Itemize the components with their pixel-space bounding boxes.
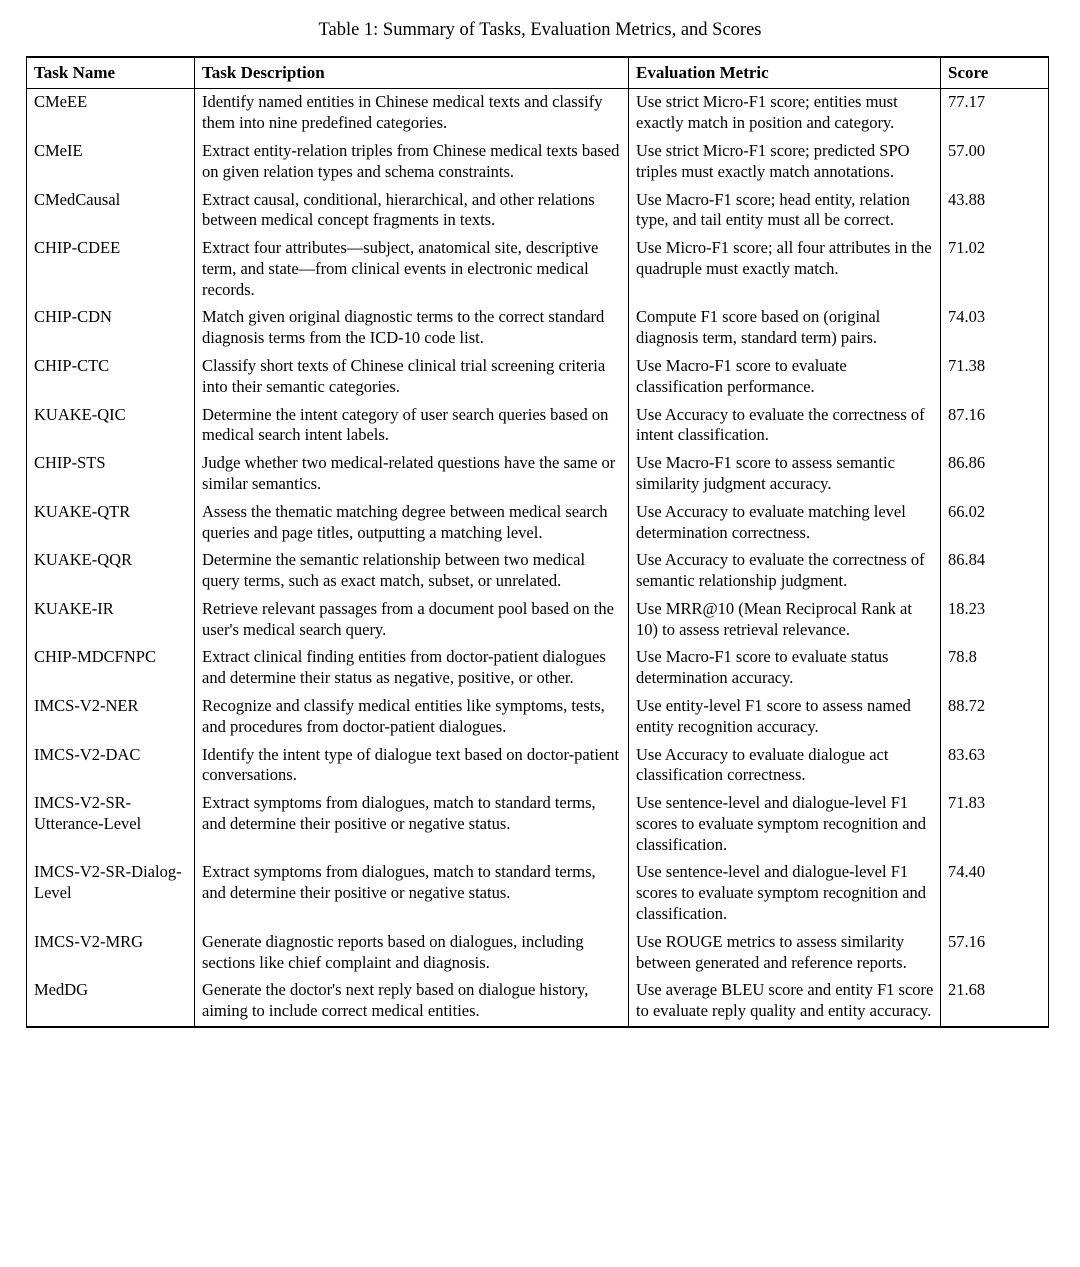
table-row — [27, 547, 1049, 596]
cell-task-description: Judge whether two medical-related questions have the same or similar semantics. — [195, 450, 629, 499]
summary-table — [26, 56, 1049, 1028]
cell-task-description: Retrieve relevant passages from a document pool based on the user's medical search query. — [195, 596, 629, 645]
cell-evaluation-metric: Use Macro-F1 score to assess semantic similarity judgment accuracy. — [629, 450, 941, 499]
cell-task-name: IMCS-V2-MRG — [27, 929, 195, 978]
cell-score: 78.8 — [941, 644, 1049, 693]
cell-task-description: Determine the semantic relationship between two medical query terms, such as exact match, subset, or unrelated. — [195, 547, 629, 596]
cell-task-name: CHIP-CDN — [27, 304, 195, 353]
cell-task-name: CMeIE — [27, 138, 195, 187]
cell-task-description: Determine the intent category of user search queries based on medical search intent labels. — [195, 402, 629, 451]
table-row — [27, 402, 1049, 451]
cell-task-description: Match given original diagnostic terms to the correct standard diagnosis terms from the ICD-10 code list. — [195, 304, 629, 353]
cell-evaluation-metric: Use Macro-F1 score to evaluate classification performance. — [629, 353, 941, 402]
cell-score: 86.86 — [941, 450, 1049, 499]
cell-task-description: Classify short texts of Chinese clinical trial screening criteria into their semantic categories. — [195, 353, 629, 402]
cell-score: 57.16 — [941, 929, 1049, 978]
cell-task-description: Generate diagnostic reports based on dialogues, including sections like chief complaint and diagnosis. — [195, 929, 629, 978]
cell-score: 71.38 — [941, 353, 1049, 402]
cell-task-name: KUAKE-QQR — [27, 547, 195, 596]
cell-task-description: Extract entity-relation triples from Chinese medical texts based on given relation types and schema constraints. — [195, 138, 629, 187]
cell-evaluation-metric: Use Accuracy to evaluate the correctness of semantic relationship judgment. — [629, 547, 941, 596]
cell-task-description: Extract symptoms from dialogues, match to standard terms, and determine their positive or negative status. — [195, 790, 629, 859]
cell-evaluation-metric: Use MRR@10 (Mean Reciprocal Rank at 10) to assess retrieval relevance. — [629, 596, 941, 645]
cell-evaluation-metric: Use Macro-F1 score; head entity, relation type, and tail entity must all be correct. — [629, 187, 941, 236]
cell-score: 18.23 — [941, 596, 1049, 645]
cell-task-name: CHIP-CTC — [27, 353, 195, 402]
cell-task-description: Extract clinical finding entities from doctor-patient dialogues and determine their status as negative, positive, or other. — [195, 644, 629, 693]
table-row — [27, 499, 1049, 548]
cell-task-name: IMCS-V2-SR-Utterance-Level — [27, 790, 195, 859]
table-row — [27, 304, 1049, 353]
table-row — [27, 929, 1049, 978]
cell-task-name: IMCS-V2-DAC — [27, 742, 195, 791]
cell-score: 83.63 — [941, 742, 1049, 791]
column-header-task-description: Task Description — [195, 57, 629, 89]
cell-score: 71.83 — [941, 790, 1049, 859]
cell-score: 74.03 — [941, 304, 1049, 353]
table-row — [27, 353, 1049, 402]
cell-evaluation-metric: Compute F1 score based on (original diagnosis term, standard term) pairs. — [629, 304, 941, 353]
table-row — [27, 89, 1049, 138]
table-row — [27, 693, 1049, 742]
table-row — [27, 235, 1049, 304]
cell-score: 57.00 — [941, 138, 1049, 187]
cell-score: 43.88 — [941, 187, 1049, 236]
cell-score: 77.17 — [941, 89, 1049, 138]
column-header-task-name: Task Name — [27, 57, 195, 89]
cell-task-name: KUAKE-QIC — [27, 402, 195, 451]
table-row — [27, 138, 1049, 187]
table-caption: Table 1: Summary of Tasks, Evaluation Metrics, and Scores — [318, 20, 762, 40]
cell-evaluation-metric: Use sentence-level and dialogue-level F1 scores to evaluate symptom recognition and classification. — [629, 790, 941, 859]
cell-score: 71.02 — [941, 235, 1049, 304]
cell-score: 66.02 — [941, 499, 1049, 548]
cell-task-name: CHIP-STS — [27, 450, 195, 499]
table-row — [27, 596, 1049, 645]
table-header-row — [27, 57, 1049, 89]
cell-evaluation-metric: Use entity-level F1 score to assess named entity recognition accuracy. — [629, 693, 941, 742]
cell-task-name: CHIP-MDCFNPC — [27, 644, 195, 693]
cell-task-description: Recognize and classify medical entities like symptoms, tests, and procedures from doctor-patient dialogues. — [195, 693, 629, 742]
cell-task-name: CMedCausal — [27, 187, 195, 236]
cell-task-name: KUAKE-QTR — [27, 499, 195, 548]
table-row — [27, 790, 1049, 859]
cell-score: 21.68 — [941, 977, 1049, 1027]
cell-evaluation-metric: Use sentence-level and dialogue-level F1 scores to evaluate symptom recognition and classification. — [629, 859, 941, 928]
table-header — [27, 57, 1049, 89]
cell-evaluation-metric: Use Accuracy to evaluate dialogue act classification correctness. — [629, 742, 941, 791]
cell-evaluation-metric: Use strict Micro-F1 score; predicted SPO triples must exactly match annotations. — [629, 138, 941, 187]
cell-task-description: Generate the doctor's next reply based on dialogue history, aiming to include correct medical entities. — [195, 977, 629, 1027]
column-header-evaluation-metric: Evaluation Metric — [629, 57, 941, 89]
cell-score: 87.16 — [941, 402, 1049, 451]
cell-task-description: Extract four attributes—subject, anatomical site, descriptive term, and state—from clinical events in electronic medical records. — [195, 235, 629, 304]
cell-task-description: Extract symptoms from dialogues, match to standard terms, and determine their positive or negative status. — [195, 859, 629, 928]
table-row — [27, 450, 1049, 499]
cell-evaluation-metric: Use Accuracy to evaluate matching level determination correctness. — [629, 499, 941, 548]
cell-score: 88.72 — [941, 693, 1049, 742]
cell-task-name: IMCS-V2-NER — [27, 693, 195, 742]
cell-task-name: KUAKE-IR — [27, 596, 195, 645]
cell-task-name: IMCS-V2-SR-Dialog-Level — [27, 859, 195, 928]
cell-evaluation-metric: Use strict Micro-F1 score; entities must exactly match in position and category. — [629, 89, 941, 138]
cell-score: 74.40 — [941, 859, 1049, 928]
cell-task-name: MedDG — [27, 977, 195, 1027]
table-row — [27, 859, 1049, 928]
cell-task-description: Identify named entities in Chinese medical texts and classify them into nine predefined categories. — [195, 89, 629, 138]
cell-task-name: CMeEE — [27, 89, 195, 138]
table-row — [27, 187, 1049, 236]
table-row — [27, 742, 1049, 791]
cell-score: 86.84 — [941, 547, 1049, 596]
column-header-score: Score — [941, 57, 1049, 89]
cell-task-description: Identify the intent type of dialogue text based on doctor-patient conversations. — [195, 742, 629, 791]
cell-task-description: Assess the thematic matching degree between medical search queries and page titles, outputting a matching level. — [195, 499, 629, 548]
cell-evaluation-metric: Use Micro-F1 score; all four attributes in the quadruple must exactly match. — [629, 235, 941, 304]
cell-evaluation-metric: Use average BLEU score and entity F1 score to evaluate reply quality and entity accuracy. — [629, 977, 941, 1027]
cell-evaluation-metric: Use Accuracy to evaluate the correctness of intent classification. — [629, 402, 941, 451]
table-row — [27, 644, 1049, 693]
cell-task-description: Extract causal, conditional, hierarchical, and other relations between medical concept fragments in texts. — [195, 187, 629, 236]
table-row — [27, 977, 1049, 1027]
cell-task-name: CHIP-CDEE — [27, 235, 195, 304]
cell-evaluation-metric: Use ROUGE metrics to assess similarity between generated and reference reports. — [629, 929, 941, 978]
table-body — [27, 89, 1049, 1027]
cell-evaluation-metric: Use Macro-F1 score to evaluate status determination accuracy. — [629, 644, 941, 693]
